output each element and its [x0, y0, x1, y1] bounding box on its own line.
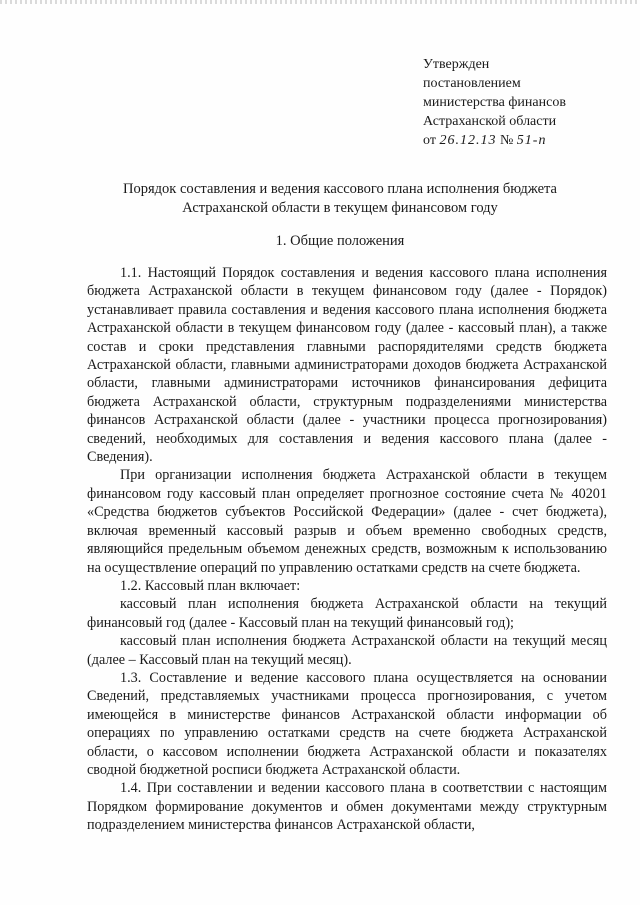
- paragraph-annual-plan: кассовый план исполнения бюджета Астраханской области на текущий финансовый год (далее - Кассовый план на текущий финансовый год);: [87, 596, 607, 631]
- paragraph-1-2: 1.2. Кассовый план включает:: [120, 577, 301, 594]
- approval-line-2: постановлением: [423, 76, 521, 91]
- number-prefix: №: [499, 133, 514, 148]
- handwritten-number: 51-п: [516, 133, 547, 148]
- approval-date-line: [423, 131, 623, 150]
- handwritten-date: 26.12.13: [439, 133, 497, 148]
- paragraph-1-3: 1.3. Составление и ведение кассового плана осуществляется на основании Сведений, представляемых участниками процесса прогнозирования, с учетом имеющейся в министерстве финансов Астраханской области информации об операциях по управлению остатками средств на счете бюджета Астраханской области, о кассовом исполнении бюджета Астраханской области и показателях сводной бюджетной росписи бюджета Астраханской области.: [87, 669, 607, 778]
- document-title: [60, 180, 620, 218]
- scan-edge-artifact: [0, 0, 640, 4]
- paragraph-monthly-plan: кассовый план исполнения бюджета Астраханской области на текущий месяц (далее – Кассовый план на текущий месяц).: [87, 633, 607, 668]
- paragraph-cash-plan-definition: При организации исполнения бюджета Астраханской области в текущем финансовом году кассовый план определяет прогнозное состояние счета № 40201 «Средства бюджетов субъектов Российской Федерации» (далее - счет бюджета), включая временный кассовый разрыв и объем временно свободных средств, являющийся предельным объемом денежных средств, возможным к использованию на осуществление операций по управлению остатками средств на счете бюджета.: [87, 467, 607, 576]
- paragraph-1-4: 1.4. При составлении и ведении кассового плана в соответствии с настоящим Порядком формирование документов и обмен документами между структурным подразделением министерства финансов Астраханской области,: [87, 780, 607, 834]
- document-body: [87, 264, 607, 835]
- approval-line-3: министерства финансов: [423, 95, 566, 110]
- approval-line-4: Астраханской области: [423, 114, 557, 129]
- approval-stamp-block: [423, 55, 623, 150]
- section-heading: 1. Общие положения: [275, 233, 405, 249]
- paragraph-1-1: 1.1. Настоящий Порядок составления и ведения кассового плана исполнения бюджета Астраханской области в текущем финансовом году (далее - Порядок) устанавливает правила составления и ведения кассового плана исполнения бюджета Астраханской области в текущем финансовом году (далее - кассовый план), а также состав и сроки представления главными распорядителями средств бюджета Астраханской области, главными администраторами доходов бюджета Астраханской области, главными администраторами источников финансирования дефицита бюджета Астраханской области, структурным подразделениями министерства финансов Астраханской области (далее - участники процесса прогнозирования) сведений, необходимых для составления и ведения кассового плана (далее - Сведения).: [87, 265, 607, 466]
- title-line-1: Порядок составления и ведения кассового плана исполнения бюджета: [123, 181, 557, 197]
- approval-line-1: Утвержден: [423, 57, 490, 72]
- title-line-2: Астраханской области в текущем финансовом году: [182, 200, 498, 216]
- date-prefix: от: [423, 133, 436, 148]
